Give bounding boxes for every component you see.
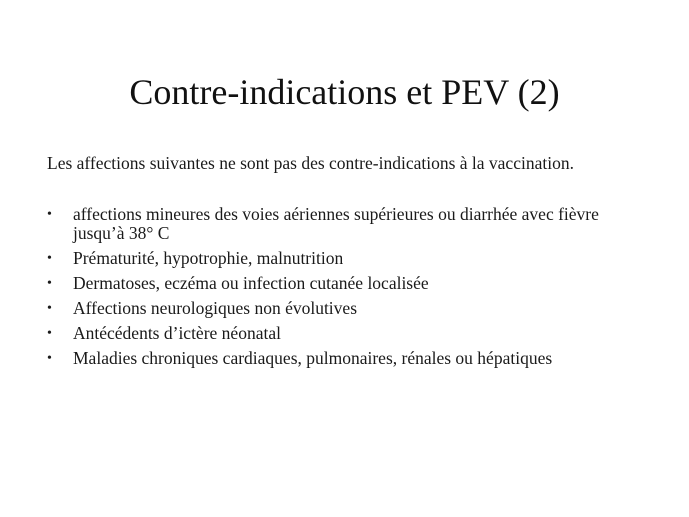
bullet-text: Maladies chroniques cardiaques, pulmonaires, rénales ou hépatiques: [73, 348, 553, 368]
bullet-text: Prématurité, hypotrophie, malnutrition: [73, 248, 344, 268]
bullet-icon: •: [47, 276, 52, 291]
bullet-icon: •: [47, 301, 52, 316]
bullet-icon: •: [47, 251, 52, 266]
bullet-item: [47, 349, 647, 368]
intro-text: Les affections suivantes ne sont pas des contre-indications à la vaccination.: [47, 153, 574, 173]
bullet-text: Affections neurologiques non évolutives: [73, 298, 357, 318]
bullet-item: [47, 205, 647, 243]
bullet-item: [47, 299, 647, 318]
bullet-item: [47, 249, 647, 268]
bullet-item: [47, 274, 647, 293]
bullet-icon: •: [47, 207, 52, 222]
bullet-text: Dermatoses, eczéma ou infection cutanée localisée: [73, 273, 429, 293]
slide-title: Contre-indications et PEV (2): [129, 72, 560, 112]
bullet-list: [47, 205, 647, 374]
bullet-item: [47, 324, 647, 343]
bullet-icon: •: [47, 326, 52, 341]
bullet-text: Antécédents d’ictère néonatal: [73, 323, 281, 343]
bullet-icon: •: [47, 351, 52, 366]
bullet-text: affections mineures des voies aériennes supérieures ou diarrhée avec fièvre jusqu’à 38° C: [73, 204, 599, 243]
